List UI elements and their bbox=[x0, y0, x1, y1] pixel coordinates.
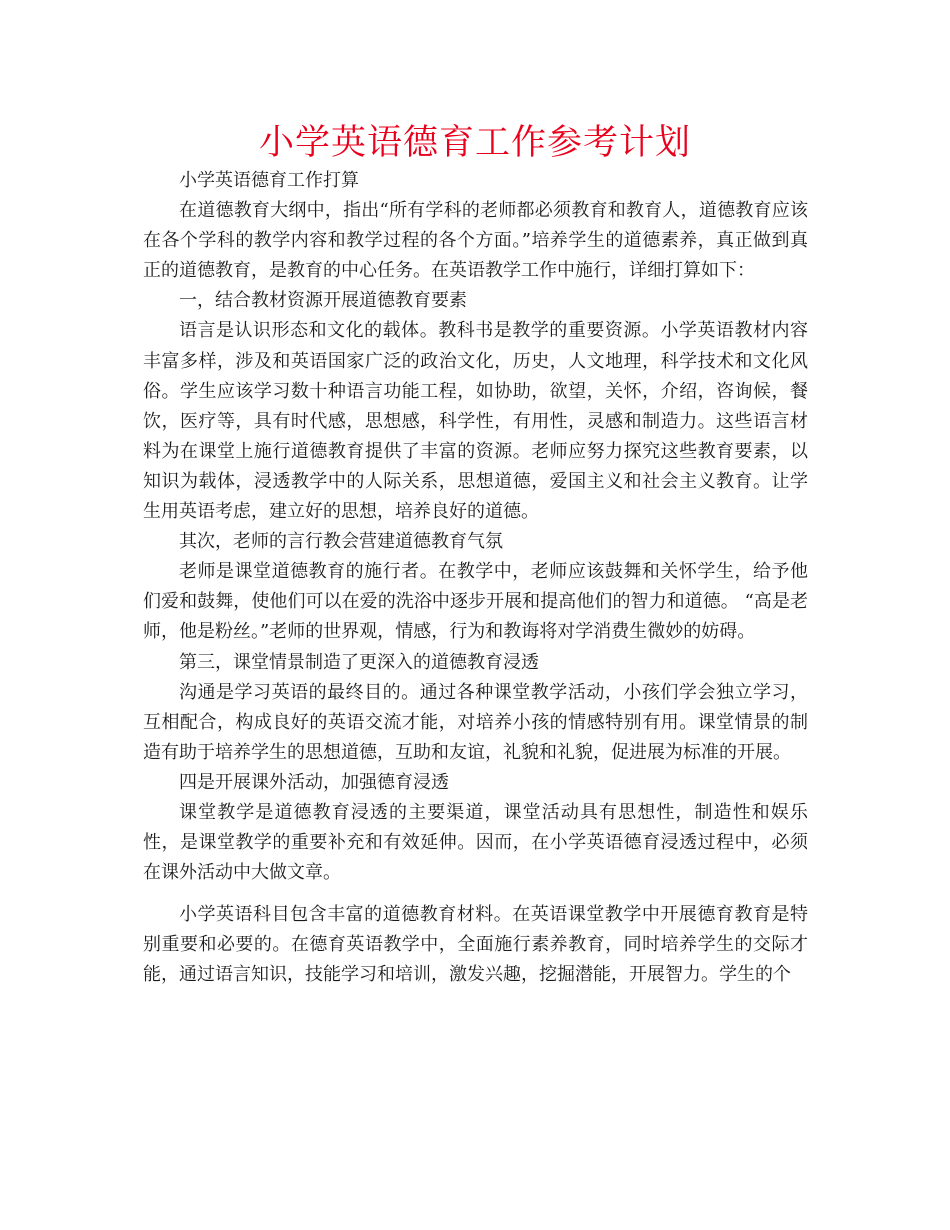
paragraph-subtitle: 小学英语德育工作打算 bbox=[179, 170, 359, 191]
section-heading-2: 其次，老师的言行教会营建道德教育气氛 bbox=[179, 531, 503, 553]
paragraph-intro: 在道德教育大纲中，指出“所有学科的老师都必须教育和教育人，道德教育应该在各个学科的教学内容和教学过程的各个方面。”培养学生的道德素养，真正做到真正的道德教育，是教育的中心任务。在英语教学工作中施行，详细打算如下： bbox=[143, 200, 808, 282]
paragraph-conclusion: 小学英语科目包含丰富的道德教育材料。在英语课堂教学中开展德育教育是特别重要和必要的。在德育英语教学中，全面施行素养教育，同时培养学生的交际才能，通过语言知识，技能学习和培训，激发兴趣，挖掘潜能，开展智力。学生的个 bbox=[143, 904, 808, 986]
document-title: 小学英语德育工作参考计划 bbox=[258, 123, 691, 163]
paragraph-section-4: 课堂教学是道德教育浸透的主要渠道，课堂活动具有思想性，制造性和娱乐性，是课堂教学的重要补充和有效延伸。因而，在小学英语德育浸透过程中，必须在课外活动中大做文章。 bbox=[143, 801, 808, 884]
paragraph-section-2: 老师是课堂道德教育的施行者。在教学中，老师应该鼓舞和关怀学生，给予他们爱和鼓舞，使他们可以在爱的洗浴中逐步开展和提高他们的智力和道德。 “高是老师，他是粉丝。”老师的世界观，情感，行为和教诲将对学消费生微妙的妨碍。 bbox=[143, 561, 808, 643]
paragraph-section-1: 语言是认识形态和文化的载体。教科书是教学的重要资源。小学英语教材内容丰富多样，涉及和英语国家广泛的政治文化，历史，人文地理，科学技术和文化风俗。学生应该学习数十种语言功能工程，如协助，欲望，关怀，介绍，咨询候，餐饮，医疗等，具有时代感，思想感，科学性，有用性，灵感和制造力。这些语言材料为在课堂上施行道德教育提供了丰富的资源。老师应努力探究这些教育要素，以知识为载体，浸透教学中的人际关系，思想道德，爱国主义和社会主义教育。让学生用英语考虑，建立好的思想，培养良好的道德。 bbox=[143, 320, 808, 523]
section-heading-1: 一，结合教材资源开展道德教育要素 bbox=[179, 290, 467, 312]
paragraph-section-3: 沟通是学习英语的最终目的。通过各种课堂教学活动，小孩们学会独立学习，互相配合，构成良好的英语交流才能，对培养小孩的情感特别有用。课堂情景的制造有助于培养学生的思想道德，互助和友谊，礼貌和礼貌，促进展为标准的开展。 bbox=[143, 681, 808, 763]
section-heading-4: 四是开展课外活动，加强德育浸透 bbox=[179, 771, 449, 793]
section-heading-3: 第三，课堂情景制造了更深入的道德教育浸透 bbox=[179, 651, 539, 673]
document-body bbox=[143, 166, 808, 991]
